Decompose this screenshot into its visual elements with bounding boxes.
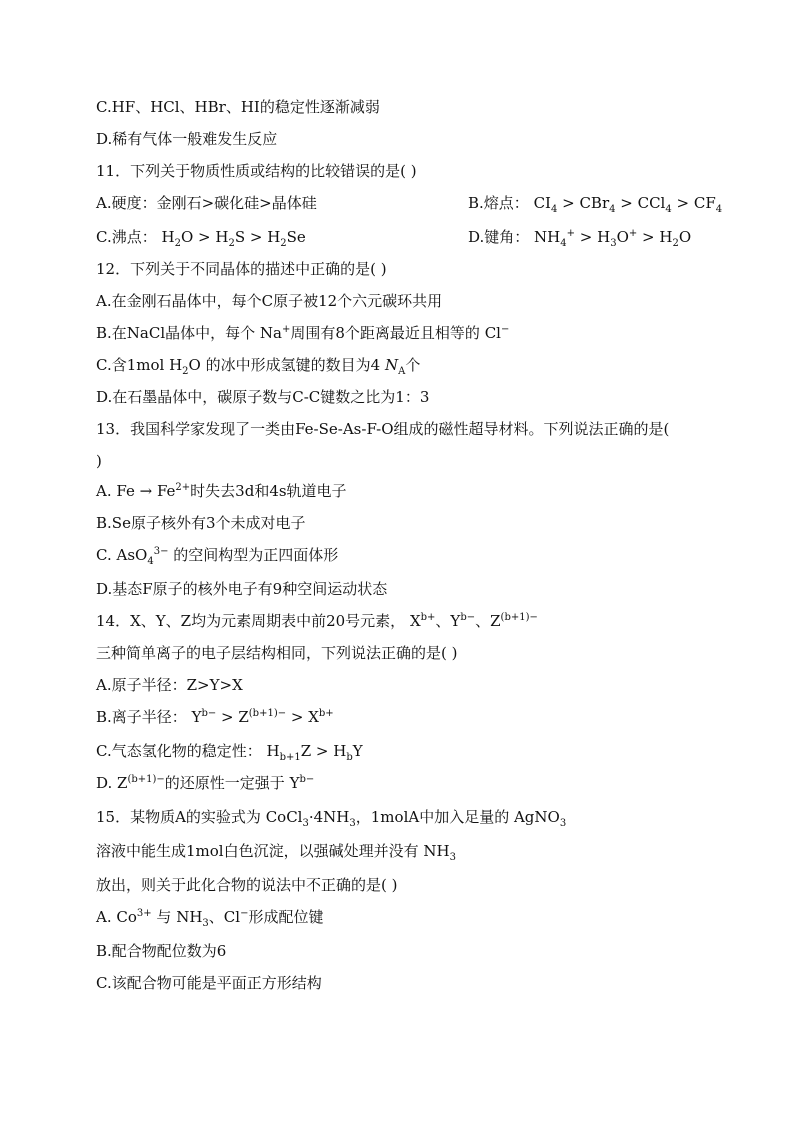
- option-c-q14: C.气态氢化物的稳定性： $H_{b+1}Z > H_bY$: [96, 742, 363, 763]
- option-a-q15: A. $Co^{3+}$ 与 $NH_3$、Cl−形成配位键: [96, 908, 324, 929]
- question-15-line3: 放出，则关于此化合物的说法中不正确的是( ): [96, 876, 398, 894]
- question-14: 14．X、Y、Z均为元素周期表中前20号元素， $X^{b+}$、$Y^{b-}$、$Z^{(b+1)-}$: [96, 612, 538, 630]
- question-15: 15．某物质A的实验式为 $CoCl_3\cdot 4NH_3$，1molA中加入足量的 AgNO$_3$: [96, 808, 567, 829]
- option-a-q13: A. $Fe \to Fe^{2+}$时失去3d和4s轨道电子: [96, 482, 347, 500]
- question-15-line2: 溶液中能生成1mol白色沉淀，以强碱处理并没有 $NH_3$: [96, 842, 456, 863]
- option-b-q13: B.Se原子核外有3个未成对电子: [96, 514, 306, 532]
- option-b-q14: B.离子半径： $Y^{b-} > Z^{(b+1)-} > X^{b+}$: [96, 708, 334, 726]
- option-d-q10: D.稀有气体一般难发生反应: [96, 130, 278, 148]
- option-b-q12: B.在NaCl晶体中，每个 Na+周围有8个距离最近且相等的 Cl−: [96, 324, 510, 342]
- question-13-close: ): [96, 452, 102, 470]
- option-a-q12: A.在金刚石晶体中，每个C原子被12个六元碳环共用: [96, 292, 443, 310]
- question-12: 12．下列关于不同晶体的描述中正确的是( ): [96, 260, 387, 278]
- option-d-q12: D.在石墨晶体中，碳原子数与C-C键数之比为1：3: [96, 388, 430, 406]
- question-13: 13．我国科学家发现了一类由Fe-Se-As-F-O组成的磁性超导材料。下列说法正确的是(: [96, 420, 670, 438]
- option-c-q12: C.含1mol $H_2O$ 的冰中形成氢键的数目为4 $N_A$个: [96, 356, 421, 377]
- question-11-row2: [96, 226, 714, 248]
- option-b-q11: B.熔点： $CI_4 > CBr_4 > CCl_4 > CF_4$: [468, 194, 723, 215]
- option-b-q15: B.配合物配位数为6: [96, 942, 227, 960]
- question-14-line2: 三种简单离子的电子层结构相同，下列说法正确的是( ): [96, 644, 458, 662]
- option-a-q11: A.硬度：金刚石>碳化硅>晶体硅: [96, 194, 317, 212]
- question-11: 11．下列关于物质性质或结构的比较错误的是( ): [96, 162, 417, 180]
- option-d-q13: D.基态F原子的核外电子有9种空间运动状态: [96, 580, 388, 598]
- question-11-row1: [96, 192, 723, 215]
- option-c-q15: C.该配合物可能是平面正方形结构: [96, 974, 322, 992]
- option-c-q13: C. AsO$_4^{3-}$ 的空间构型为正四面体形: [96, 546, 339, 567]
- option-a-q14: A.原子半径：Z>Y>X: [96, 676, 243, 694]
- option-c-q11: C.沸点： $H_2O > H_2S > H_2Se$: [96, 228, 306, 249]
- option-c-q10: C.HF、HCl、HBr、HI的稳定性逐渐减弱: [96, 98, 380, 116]
- option-d-q14: D. $Z^{(b+1)-}$的还原性一定强于 $Y^{b-}$: [96, 774, 315, 792]
- option-d-q11: D.键角： $NH_4^+ > H_3O^+ > H_2O$: [468, 228, 692, 249]
